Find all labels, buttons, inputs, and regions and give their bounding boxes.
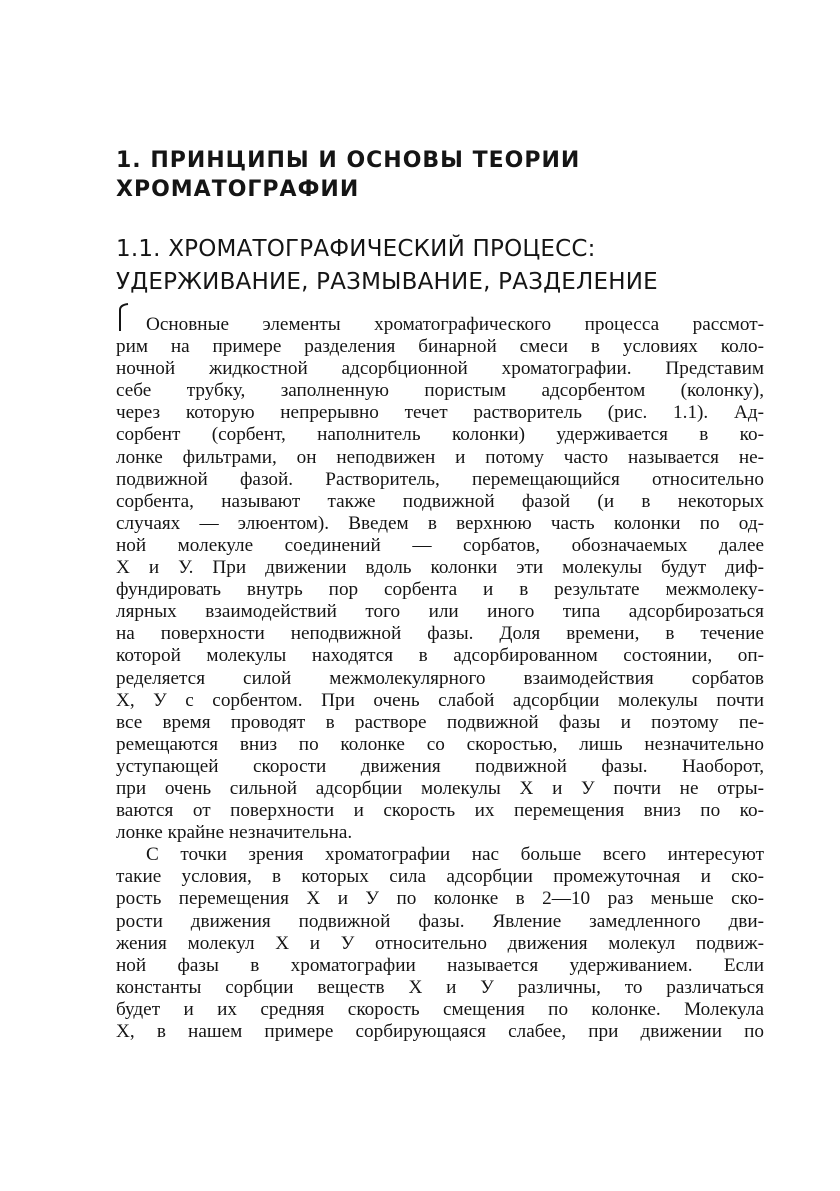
section-title-line-2: УДЕРЖИВАНИЕ, РАЗМЫВАНИЕ, РАЗДЕЛЕНИЕ bbox=[116, 269, 658, 295]
text-line: рость перемещения X и У по колонке в 2—10 раз меньше ско- bbox=[116, 888, 764, 910]
text-line: лонке крайне незначительна. bbox=[116, 822, 353, 844]
chapter-title-line-1: 1. ПРИНЦИПЫ И ОСНОВЫ ТЕОРИИ bbox=[116, 148, 581, 173]
section-title-line-1: 1.1. ХРОМАТОГРАФИЧЕСКИЙ ПРОЦЕСС: bbox=[116, 236, 596, 262]
text-line: будет и их средняя скорость смещения по колонке. Молекула bbox=[116, 998, 764, 1020]
text-line: ной фазы в хроматографии называется удерживанием. Если bbox=[116, 954, 764, 976]
paragraph bbox=[116, 314, 764, 844]
text-line: жения молекул X и У относительно движения молекул подвиж- bbox=[116, 932, 764, 954]
text-line: при очень сильной адсорбции молекулы X и У почти не отры- bbox=[116, 777, 764, 799]
chapter-title-line-2: ХРОМАТОГРАФИИ bbox=[116, 177, 360, 202]
text-line: ночной жидкостной адсорбционной хроматографии. Представим bbox=[116, 358, 764, 380]
text-line: уступающей скорости движения подвижной фазы. Наоборот, bbox=[116, 755, 764, 777]
text-line: подвижной фазой. Растворитель, перемещающийся относительно bbox=[116, 468, 764, 490]
text-line: такие условия, в которых сила адсорбции промежуточная и ско- bbox=[116, 866, 764, 888]
text-line: ваются от поверхности и скорость их перемещения вниз по ко- bbox=[116, 800, 764, 822]
chapter-title bbox=[116, 146, 776, 204]
body-text bbox=[116, 314, 764, 1043]
text-line: ной молекуле соединений — сорбатов, обозначаемых далее bbox=[116, 534, 764, 556]
text-line: X, в нашем примере сорбирующаяся слабее, при движении по bbox=[116, 1021, 764, 1042]
text-line: константы сорбции веществ X и У различны, то различаться bbox=[116, 976, 764, 998]
text-line: сорбент (сорбент, наполнитель колонки) удерживается в ко- bbox=[116, 424, 764, 446]
text-line: ремещаются вниз по колонке со скоростью, лишь незначительно bbox=[116, 733, 764, 755]
text-line: которой молекулы находятся в адсорбированном состоянии, оп- bbox=[116, 645, 764, 667]
text-line: рим на примере разделения бинарной смеси в условиях коло- bbox=[116, 336, 764, 358]
text-line: себе трубку, заполненную пористым адсорбентом (колонку), bbox=[116, 380, 764, 402]
text-line: фундировать внутрь пор сорбента и в результате межмолеку- bbox=[116, 579, 764, 601]
text-line: С точки зрения хроматографии нас больше всего интересуют bbox=[146, 844, 764, 866]
section-title bbox=[116, 233, 776, 299]
text-line: на поверхности неподвижной фазы. Доля времени, в течение bbox=[116, 623, 764, 645]
text-line: X, У с сорбентом. При очень слабой адсорбции молекулы почти bbox=[116, 689, 764, 711]
text-line: X и У. При движении вдоль колонки эти молекулы будут диф- bbox=[116, 557, 764, 579]
text-line: рости движения подвижной фазы. Явление замедленного дви- bbox=[116, 910, 764, 932]
paragraph bbox=[116, 844, 764, 1043]
text-line: через которую непрерывно течет растворитель (рис. 1.1). Ад- bbox=[116, 402, 764, 424]
text-line: все время проводят в растворе подвижной фазы и поэтому пе- bbox=[116, 711, 764, 733]
text-line: Основные элементы хроматографического процесса рассмот- bbox=[146, 314, 764, 335]
text-line: лонке фильтрами, он неподвижен и потому часто называется не- bbox=[116, 446, 764, 468]
text-line: лярных взаимодействий того или иного типа адсорбирозаться bbox=[116, 601, 764, 623]
text-line: случаях — элюентом). Введем в верхнюю часть колонки по од- bbox=[116, 512, 764, 534]
text-line: ределяется силой межмолекулярного взаимодействия сорбатов bbox=[116, 667, 764, 689]
text-line: сорбента, называют также подвижной фазой (и в некоторых bbox=[116, 490, 764, 512]
